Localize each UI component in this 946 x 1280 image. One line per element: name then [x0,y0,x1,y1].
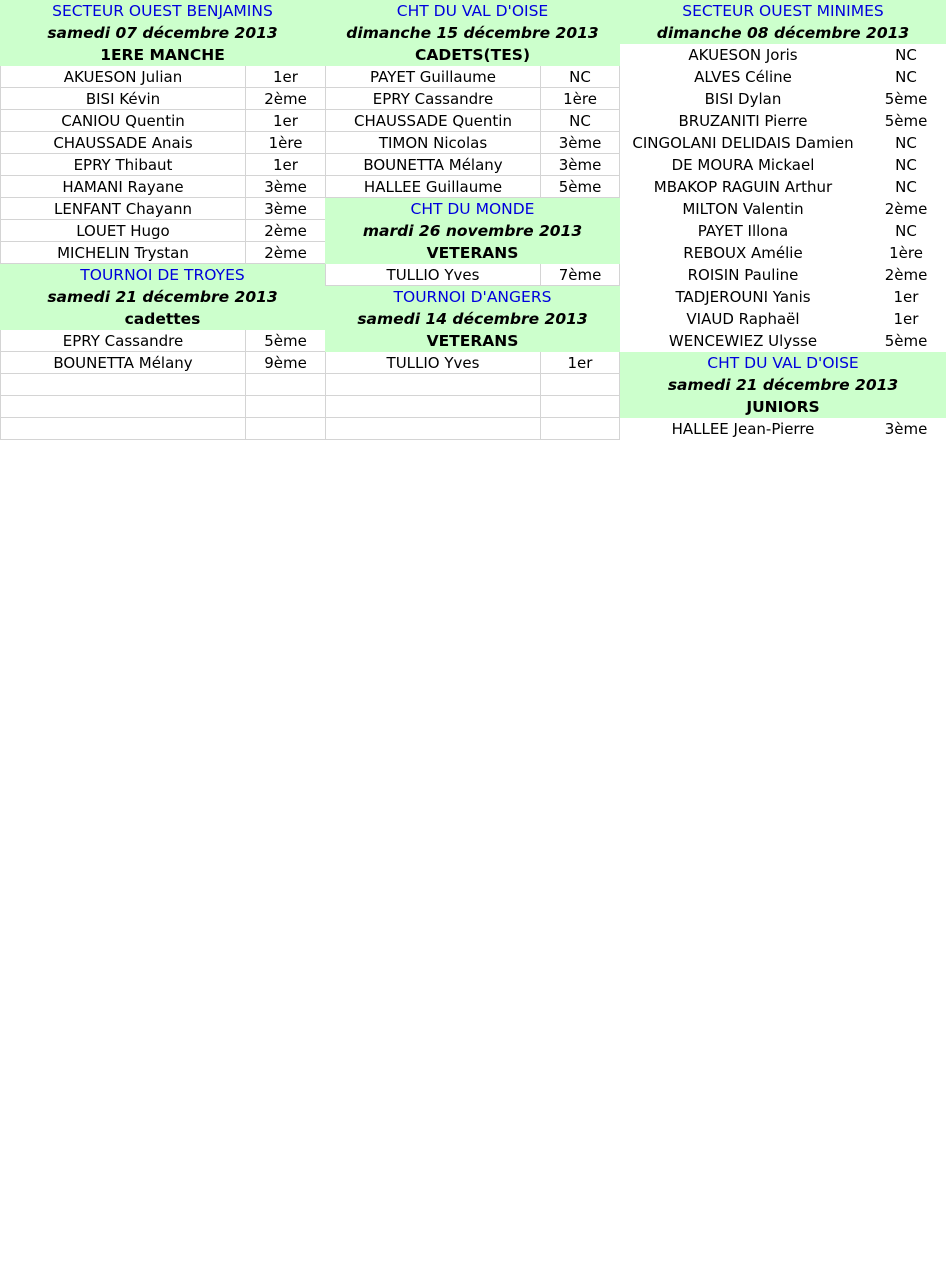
empty-cell [541,418,620,440]
competition-date: dimanche 15 décembre 2013 [325,22,620,44]
competition-title: SECTEUR OUEST MINIMES [620,0,946,22]
athlete-name: AKUESON Julian [0,66,246,88]
result-row [620,308,946,330]
result-row [620,66,946,88]
competition-date: samedi 14 décembre 2013 [325,308,620,330]
competition-date: samedi 07 décembre 2013 [0,22,325,44]
athlete-name: BISI Dylan [704,90,782,108]
athlete-place: NC [541,66,620,88]
athlete-place: NC [895,156,917,174]
empty-cell [0,374,246,396]
result-row [325,352,620,374]
athlete-name: EPRY Cassandre [0,330,246,352]
athlete-name: BISI Kévin [0,88,246,110]
athlete-name: CHAUSSADE Quentin [325,110,541,132]
result-row [620,198,946,220]
empty-cell [246,418,325,440]
athlete-place: 1ère [889,244,923,262]
athlete-place: 1er [893,288,919,306]
athlete-place: 2ème [246,220,325,242]
result-row [325,176,620,198]
result-row [0,154,325,176]
athlete-place: 9ème [246,352,325,374]
athlete-name: BRUZANITI Pierre [678,112,808,130]
result-row [620,242,946,264]
athlete-name: REBOUX Amélie [683,244,803,262]
athlete-place: 1ère [246,132,325,154]
result-row [0,220,325,242]
athlete-name: PAYET Guillaume [325,66,541,88]
athlete-name: EPRY Thibaut [0,154,246,176]
athlete-place: NC [895,46,917,64]
athlete-place: NC [895,68,917,86]
athlete-name: MBAKOP RAGUIN Arthur [653,178,833,196]
athlete-place: 5ème [884,90,928,108]
empty-cell [0,418,246,440]
competition-title: CHT DU VAL D'OISE [325,0,620,22]
athlete-place: 5ème [541,176,620,198]
result-row [620,132,946,154]
empty-row [325,418,620,440]
empty-row [0,396,325,418]
athlete-name: MICHELIN Trystan [0,242,246,264]
result-row [620,88,946,110]
result-row [325,132,620,154]
athlete-place: NC [895,178,917,196]
athlete-name: LENFANT Chayann [0,198,246,220]
athlete-place: 1er [246,66,325,88]
athlete-place: NC [895,134,917,152]
athlete-name: LOUET Hugo [0,220,246,242]
result-row [325,88,620,110]
result-row [0,330,325,352]
result-row [325,264,620,286]
athlete-name: HALLEE Jean-Pierre [671,420,815,438]
athlete-name: CINGOLANI DELIDAIS Damien [632,134,854,152]
athlete-place: 5ème [884,112,928,130]
athlete-name: TADJEROUNI Yanis [675,288,811,306]
athlete-name: WENCEWIEZ Ulysse [668,332,818,350]
competition-title: SECTEUR OUEST BENJAMINS [0,0,325,22]
result-row [620,418,946,440]
result-row [0,132,325,154]
empty-row [0,418,325,440]
athlete-name: EPRY Cassandre [325,88,541,110]
empty-cell [325,418,541,440]
result-row [620,176,946,198]
athlete-place: 7ème [541,264,620,286]
competition-category: cadettes [0,308,325,330]
competition-date: mardi 26 novembre 2013 [325,220,620,242]
competition-date: dimanche 08 décembre 2013 [620,22,946,44]
empty-cell [0,396,246,418]
athlete-place: 1er [246,110,325,132]
competition-category: JUNIORS [620,396,946,418]
result-row [620,154,946,176]
result-row [620,220,946,242]
empty-cell [246,396,325,418]
empty-row [0,374,325,396]
result-row [0,110,325,132]
empty-cell [325,374,541,396]
athlete-place: 2ème [246,242,325,264]
athlete-name: CHAUSSADE Anais [0,132,246,154]
result-row [620,264,946,286]
athlete-name: TULLIO Yves [325,352,541,374]
result-row [0,198,325,220]
results-column-1 [0,0,325,440]
competition-title: TOURNOI DE TROYES [0,264,325,286]
athlete-name: HALLEE Guillaume [325,176,541,198]
result-row [620,110,946,132]
athlete-place: 3ème [246,198,325,220]
result-row [0,88,325,110]
athlete-place: 3ème [541,132,620,154]
athlete-place: 1ère [541,88,620,110]
athlete-place: 1er [246,154,325,176]
athlete-place: 3ème [884,420,928,438]
athlete-name: TULLIO Yves [325,264,541,286]
empty-cell [246,374,325,396]
athlete-place: 3ème [246,176,325,198]
athlete-name: BOUNETTA Mélany [325,154,541,176]
athlete-name: CANIOU Quentin [0,110,246,132]
athlete-name: ROISIN Pauline [687,266,799,284]
athlete-name: ALVES Céline [694,68,792,86]
empty-row [325,374,620,396]
athlete-place: 5ème [246,330,325,352]
competition-date: samedi 21 décembre 2013 [0,286,325,308]
athlete-name: BOUNETTA Mélany [0,352,246,374]
result-row [0,352,325,374]
athlete-place: 5ème [884,332,928,350]
athlete-name: PAYET Illona [697,222,789,240]
result-row [325,154,620,176]
result-row [0,176,325,198]
athlete-place: 2ème [884,200,928,218]
empty-row [325,396,620,418]
athlete-name: DE MOURA Mickael [671,156,815,174]
competition-title: CHT DU VAL D'OISE [620,352,946,374]
result-row [620,44,946,66]
empty-cell [325,396,541,418]
athlete-name: HAMANI Rayane [0,176,246,198]
competition-category: 1ERE MANCHE [0,44,325,66]
athlete-place: NC [895,222,917,240]
empty-cell [541,374,620,396]
competition-date: samedi 21 décembre 2013 [620,374,946,396]
competition-category: VETERANS [325,330,620,352]
athlete-place: 1er [541,352,620,374]
athlete-name: MILTON Valentin [682,200,804,218]
competition-title: TOURNOI D'ANGERS [325,286,620,308]
results-column-2 [325,0,620,440]
competition-title: CHT DU MONDE [325,198,620,220]
competition-category: CADETS(TES) [325,44,620,66]
athlete-place: 3ème [541,154,620,176]
result-row [325,66,620,88]
athlete-place: 2ème [884,266,928,284]
result-row [620,330,946,352]
results-column-3 [620,0,946,440]
competition-category: VETERANS [325,242,620,264]
result-row [0,66,325,88]
result-row [620,286,946,308]
empty-cell [541,396,620,418]
result-row [325,110,620,132]
athlete-name: VIAUD Raphaël [686,310,800,328]
athlete-name: AKUESON Joris [688,46,798,64]
athlete-place: NC [541,110,620,132]
athlete-name: TIMON Nicolas [325,132,541,154]
athlete-place: 1er [893,310,919,328]
result-row [0,242,325,264]
athlete-place: 2ème [246,88,325,110]
